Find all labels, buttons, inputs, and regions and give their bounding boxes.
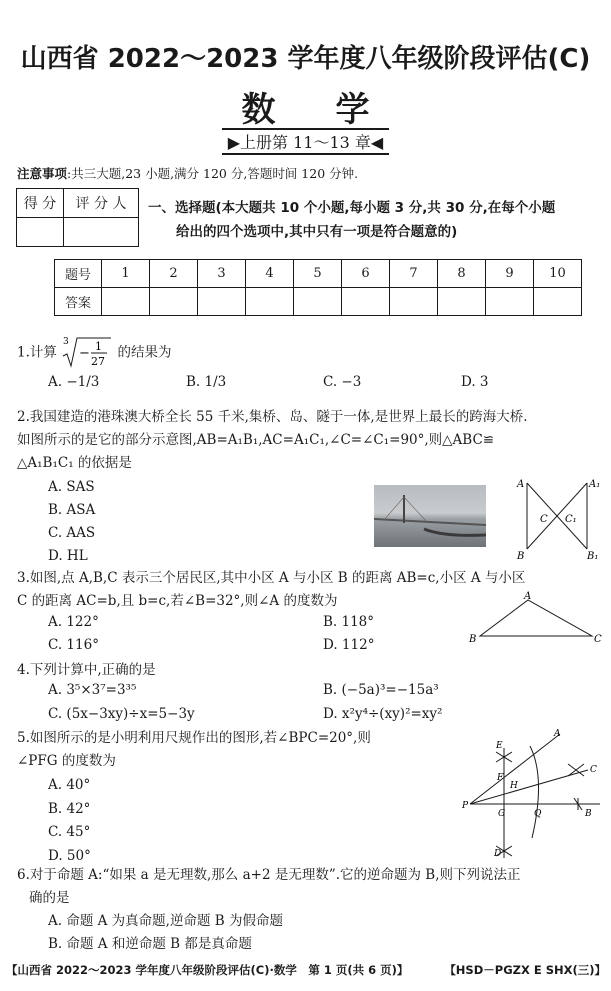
q1-stem-b: 的结果为 bbox=[117, 344, 172, 361]
answer-table-number: 7 bbox=[390, 260, 438, 288]
answer-cell[interactable] bbox=[342, 288, 390, 316]
q2-label-c1: C₁ bbox=[565, 514, 577, 525]
q5-line-2: ∠PFG 的度数为 bbox=[17, 753, 116, 769]
q4-option-b[interactable]: B. (−5a)³=−15a³ bbox=[323, 682, 439, 698]
answer-table-number: 8 bbox=[438, 260, 486, 288]
q3-option-d[interactable]: D. 112° bbox=[323, 637, 375, 653]
svg-text:27: 27 bbox=[91, 355, 106, 368]
q5-label-q: Q bbox=[534, 809, 542, 819]
subject-char-1: 数 bbox=[241, 90, 276, 130]
answer-cell[interactable] bbox=[246, 288, 294, 316]
chapter-scope bbox=[0, 128, 611, 155]
q2-option-c[interactable]: C. AAS bbox=[48, 525, 96, 541]
q2-label-a1: A₁ bbox=[589, 479, 601, 490]
answer-cell[interactable] bbox=[438, 288, 486, 316]
question-6 bbox=[17, 864, 602, 910]
section-1-heading bbox=[148, 196, 598, 244]
score-label: 得 分 bbox=[17, 189, 64, 218]
q5-option-d[interactable]: D. 50° bbox=[48, 847, 91, 864]
q2-option-d[interactable]: D. HL bbox=[48, 548, 88, 564]
q2-figure bbox=[515, 475, 605, 565]
svg-text:3: 3 bbox=[63, 337, 69, 347]
svg-text:−: − bbox=[79, 346, 91, 361]
q3-line-2: C 的距离 AC=b,且 b=c,若∠B=32°,则∠A 的度数为 bbox=[17, 593, 338, 609]
q5-label-b: B bbox=[585, 809, 592, 819]
q2-line-2: 如图所示的是它的部分示意图,AB=A₁B₁,AC=A₁C₁,∠C=∠C₁=90°,则△ABC≌ bbox=[17, 432, 495, 448]
q1-option-a[interactable]: A. −1/3 bbox=[48, 374, 100, 390]
exam-title: 山西省 2022～2023 学年度八年级阶段评估(C) bbox=[20, 44, 591, 74]
bridge-photo bbox=[374, 485, 486, 547]
q3-label-b: B bbox=[469, 634, 477, 645]
q5-options bbox=[48, 774, 91, 868]
q2-label-c: C bbox=[540, 514, 548, 525]
answer-table-number: 1 bbox=[102, 260, 150, 288]
q3-option-b[interactable]: B. 118° bbox=[323, 614, 375, 630]
q6-option-b[interactable]: B. 命题 A 和逆命题 B 都是真命题 bbox=[48, 936, 252, 952]
q5-label-d: D bbox=[494, 849, 502, 859]
q2-label-a: A bbox=[517, 479, 525, 490]
answer-table-number-head: 题号 bbox=[55, 260, 102, 288]
answer-table bbox=[54, 259, 582, 316]
answer-table-number: 3 bbox=[198, 260, 246, 288]
answer-table-number: 2 bbox=[150, 260, 198, 288]
q4-option-a[interactable]: A. 3⁵×3⁷=3³⁵ bbox=[48, 682, 137, 698]
svg-text:1: 1 bbox=[95, 340, 103, 353]
q5-label-p: P bbox=[462, 801, 469, 811]
q3-label-a: A bbox=[524, 591, 532, 602]
score-cell[interactable] bbox=[17, 218, 64, 247]
q1-option-c[interactable]: C. −3 bbox=[323, 374, 362, 390]
q4-option-d[interactable]: D. x²y⁴÷(xy)²=xy² bbox=[323, 706, 443, 722]
q5-label-e: E bbox=[496, 741, 503, 751]
section-1-line-2: 给出的四个选项中,其中只有一项是符合题意的) bbox=[176, 224, 458, 240]
question-4 bbox=[17, 659, 602, 682]
q6-line-1: 6.对于命题 A:“如果 a 是无理数,那么 a+2 是无理数”.它的逆命题为 B,则下列说法正 bbox=[17, 867, 521, 883]
q6-line-2: 确的是 bbox=[29, 890, 70, 906]
notice-label: 注意事项 bbox=[17, 166, 68, 181]
grader-label: 评 分 人 bbox=[64, 189, 139, 218]
notice bbox=[17, 164, 358, 182]
q2-label-b1: B₁ bbox=[587, 551, 599, 562]
q5-label-g: G bbox=[498, 809, 506, 819]
question-5 bbox=[17, 727, 477, 773]
subject-char-2: 学 bbox=[335, 90, 370, 130]
answer-cell[interactable] bbox=[294, 288, 342, 316]
footer-right: 【HSD－PGZX E SHX(三)】 bbox=[444, 963, 606, 977]
q5-option-a[interactable]: A. 40° bbox=[48, 777, 91, 793]
answer-table-number: 5 bbox=[294, 260, 342, 288]
q3-label-c: C bbox=[594, 634, 602, 645]
q6-option-a[interactable]: A. 命题 A 为真命题,逆命题 B 为假命题 bbox=[48, 913, 283, 929]
q5-option-c[interactable]: C. 45° bbox=[48, 824, 91, 840]
q6-options bbox=[48, 910, 283, 956]
q3-option-a[interactable]: A. 122° bbox=[48, 614, 99, 630]
notice-text: :共三大题,23 小题,满分 120 分,答题时间 120 分钟. bbox=[67, 166, 359, 181]
q5-label-c: C bbox=[590, 765, 597, 775]
answer-cell[interactable] bbox=[390, 288, 438, 316]
q3-option-c[interactable]: C. 116° bbox=[48, 637, 99, 653]
q2-label-b: B bbox=[517, 551, 525, 562]
answer-cell[interactable] bbox=[150, 288, 198, 316]
bridge-photo-drawing bbox=[374, 485, 486, 547]
q3-line-1: 3.如图,点 A,B,C 表示三个居民区,其中小区 A 与小区 B 的距离 AB=c,小区 A 与小区 bbox=[17, 570, 526, 586]
answer-table-number: 9 bbox=[486, 260, 534, 288]
answer-table-number: 6 bbox=[342, 260, 390, 288]
q1-option-d[interactable]: D. 3 bbox=[461, 374, 489, 390]
q5-label-h: H bbox=[510, 781, 518, 791]
answer-table-answer-head: 答案 bbox=[55, 288, 102, 316]
score-box bbox=[16, 188, 139, 247]
answer-cell[interactable] bbox=[102, 288, 150, 316]
q2-line-3: △A₁B₁C₁ 的依据是 bbox=[17, 455, 132, 471]
q5-option-b[interactable]: B. 42° bbox=[48, 800, 91, 817]
q5-figure bbox=[460, 728, 606, 863]
q1-option-b[interactable]: B. 1/3 bbox=[186, 374, 227, 390]
q2-option-b[interactable]: B. ASA bbox=[48, 502, 96, 518]
q2-line-1: 2.我国建造的港珠澳大桥全长 55 千米,集桥、岛、隧于一体,是世界上最长的跨海大桥. bbox=[17, 409, 528, 425]
answer-cell[interactable] bbox=[198, 288, 246, 316]
q3-figure bbox=[466, 590, 606, 650]
cube-root-formula bbox=[61, 336, 113, 370]
q4-line-1: 4.下列计算中,正确的是 bbox=[17, 662, 156, 678]
answer-cell[interactable] bbox=[486, 288, 534, 316]
q2-options bbox=[48, 476, 95, 568]
q4-option-c[interactable]: C. (5x−3xy)÷x=5−3y bbox=[48, 706, 195, 722]
q2-option-a[interactable]: A. SAS bbox=[48, 479, 95, 495]
question-1 bbox=[17, 336, 602, 370]
q5-label-f: F bbox=[497, 773, 504, 783]
chapter-scope-text: ▶上册第 11～13 章◀ bbox=[222, 128, 390, 155]
question-2 bbox=[17, 406, 602, 475]
q5-label-a: A bbox=[554, 729, 561, 739]
subject-title bbox=[0, 82, 611, 131]
answer-cell[interactable] bbox=[534, 288, 582, 316]
q1-stem-a: 1.计算 bbox=[17, 344, 57, 361]
section-1-line-1: 一、选择题(本大题共 10 个小题,每小题 3 分,共 30 分,在每个小题 bbox=[148, 200, 556, 216]
grader-cell[interactable] bbox=[64, 218, 139, 247]
answer-table-number: 4 bbox=[246, 260, 294, 288]
answer-table-number: 10 bbox=[534, 260, 582, 288]
q5-line-1: 5.如图所示的是小明利用尺规作出的图形,若∠BPC=20°,则 bbox=[17, 730, 371, 746]
footer-left: 【山西省 2022～2023 学年度八年级阶段评估(C)·数学 第 1 页(共 6 页)】 bbox=[6, 963, 409, 977]
